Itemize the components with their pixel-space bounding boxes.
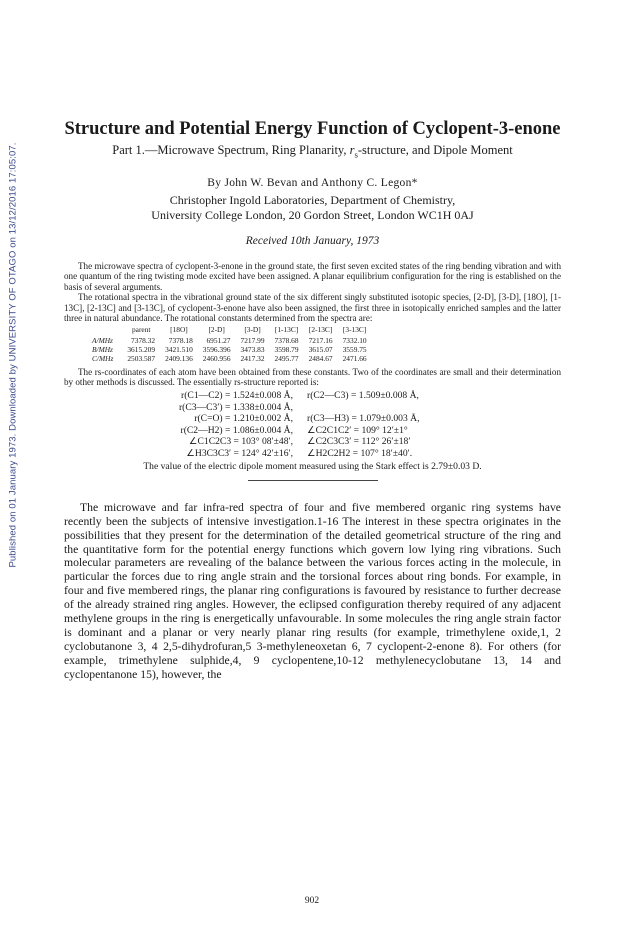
table-cell: 2460.956 [202,353,231,363]
equation-row [64,448,561,460]
paper-page [64,118,561,682]
section-divider [248,480,378,481]
equation-row [64,402,561,414]
table-cell: 7217.99 [240,336,265,346]
table-cell: 2495.77 [274,353,299,363]
table-cell: 3473.83 [240,345,265,355]
table-cell: 3615.07 [308,345,333,355]
table-cell: 7378.68 [274,336,299,346]
table-cell: 2409.136 [165,353,193,363]
abstract-paragraph-2: The rotational spectra in the vibrational ground state of the six different singly substituted isotopic species, [2-D], [3-D], [18O], [1-13C], [2-13C] and [3-13C], of cyclopent-3-enone have also been assigned, the first three in isotopically enriched samples and the latter three in natural abundance. The rotational constants determined from the spectra are: [64,292,561,324]
equation-right: ∠C2C3C3′ = 112° 26′±18′ [307,436,411,448]
equation-right [307,402,507,414]
equation-left: ∠C1C2C3 = 103° 08′±48′, [188,436,293,448]
table-header-cell: [3-13C] [342,325,367,335]
table-header-cell: [18O] [170,325,188,335]
equation-row [64,436,561,448]
abstract [64,261,561,473]
affiliation-line-1: Christopher Ingold Laboratories, Department of Chemistry, [169,193,456,207]
table-cell: 7378.32 [131,336,156,346]
received-date: Received 10th January, 1973 [245,235,380,247]
row-label: B/MHz [92,345,113,355]
table-cell: 2471.66 [342,353,367,363]
table-header-cell: [2-D] [208,325,225,335]
table-cell: 3421.510 [165,345,193,355]
equation-left: r(C2—H2) = 1.086±0.004 Å, [180,424,293,436]
equation-left: r(C3—C3′) = 1.338±0.004 Å, [178,401,293,413]
table-cell: 7378.18 [168,336,193,346]
abstract-paragraph-1: The microwave spectra of cyclopent-3-enone in the ground state, the first seven excited states of the ring bending vibration and with one quantum of the ring twisting mode excited have been assigned. A planar equilibrium configuration for the ring is established on the basis of several arguments. [64,261,561,292]
table-cell: 2503.587 [127,353,156,363]
equation-left: ∠H3C3C3′ = 124° 42′±16′, [186,447,293,459]
download-stamp-text: Published on 01 January 1973. Downloaded by UNIVERSITY OF OTAGO on 13/12/2016 17:05:07. [7,142,19,568]
dipole-moment-statement: The value of the electric dipole moment measured using the Stark effect is 2.79±0.03 D. [143,461,482,473]
table-cell: 7217.16 [308,336,333,346]
table-cell: 2417.32 [240,353,265,363]
structure-parameters [64,390,561,459]
body-paragraph: The microwave and far infra-red spectra of four and five membered organic ring systems have recently been the subjects of intensive investigation.1-16 The interest in these spectra originates in the possibilities that they present for the determination of the detailed geometrical structure of the ring and the quantitative form for the potential energy functions which govern low lying ring vibrations. Such molecular parameters are revealing of the balance between the various forces acting in the molecule, in particular the forces due to ring angle strain and the torsional forces about ring bonds. For example, in four and five membered rings, the planar ring configurations is favoured by resistance to further decrease of the already strained ring angles. However, the eclipsed configuration thereby required of any adjacent methylene groups in the ring is energetically unfavourable. In some molecules the ring angle strain factor is dominant and a planar or very nearly planar ring results (for example, trimethylene oxide,1, 2 cyclobutanone 3, 4 2,5-dihydrofuran,5 3-methyleneoxetan 6, 7 cyclopent-2-enone 8). For others (for example, trimethylene sulphide,4, 9 cyclopentene,10-12 methylenecyclobutane 13, 14 and cyclopentanone 15), however, the [64,500,561,681]
table-cell: 2484.67 [308,353,333,363]
table-cell: 3615.209 [127,345,156,355]
paper-title: Structure and Potential Energy Function of Cyclopent-3-enone [64,119,561,139]
equation-row [64,425,561,437]
table-cell: 7332.10 [342,336,367,346]
table-header-cell: parent [131,325,151,335]
equation-row [64,390,561,402]
row-label: C/MHz [92,353,114,363]
table-cell: 3596.396 [202,345,231,355]
body-text [64,501,561,682]
table-cell: 6951.27 [206,336,231,346]
paper-authors: By John W. Bevan and Anthony C. Legon* [207,177,418,189]
row-label: A/MHz [92,336,113,346]
affiliation [64,193,561,223]
equation-left: r(C=O) = 1.210±0.002 Å, [194,413,293,425]
rotational-constants-table [92,326,377,363]
affiliation-line-2: University College London, 20 Gordon Street, London WC1H 0AJ [151,208,474,222]
table-cell: 3598.79 [274,345,299,355]
equation-right: ∠C2C1C2′ = 109° 12′±1° [307,424,408,436]
equation-right: ∠H2C2H2 = 107° 18′±40′. [307,447,413,459]
download-stamp [6,60,20,650]
table-cell: 3559.75 [342,345,367,355]
abstract-paragraph-3: The rs-coordinates of each atom have been obtained from these constants. Two of the coordinates are small and their determination by other methods is discussed. The essentially rs-structure reported is: [64,366,561,388]
table-header-cell: [1-13C] [274,325,299,335]
table-header-cell: [2-13C] [308,325,333,335]
table-row [92,355,377,364]
equation-row [64,413,561,425]
table-header-cell: [3-D] [244,325,261,335]
equation-right: r(C2—C3) = 1.509±0.008 Å, [307,390,419,402]
equation-right: r(C3—H3) = 1.079±0.003 Å, [307,413,420,425]
equation-left: r(C1—C2) = 1.524±0.008 Å, [181,390,293,402]
paper-subtitle: Part 1.—Microwave Spectrum, Ring Planarity, $r_s$-structure, and Dipole Moment [112,143,513,160]
page-number: 902 [304,896,320,906]
